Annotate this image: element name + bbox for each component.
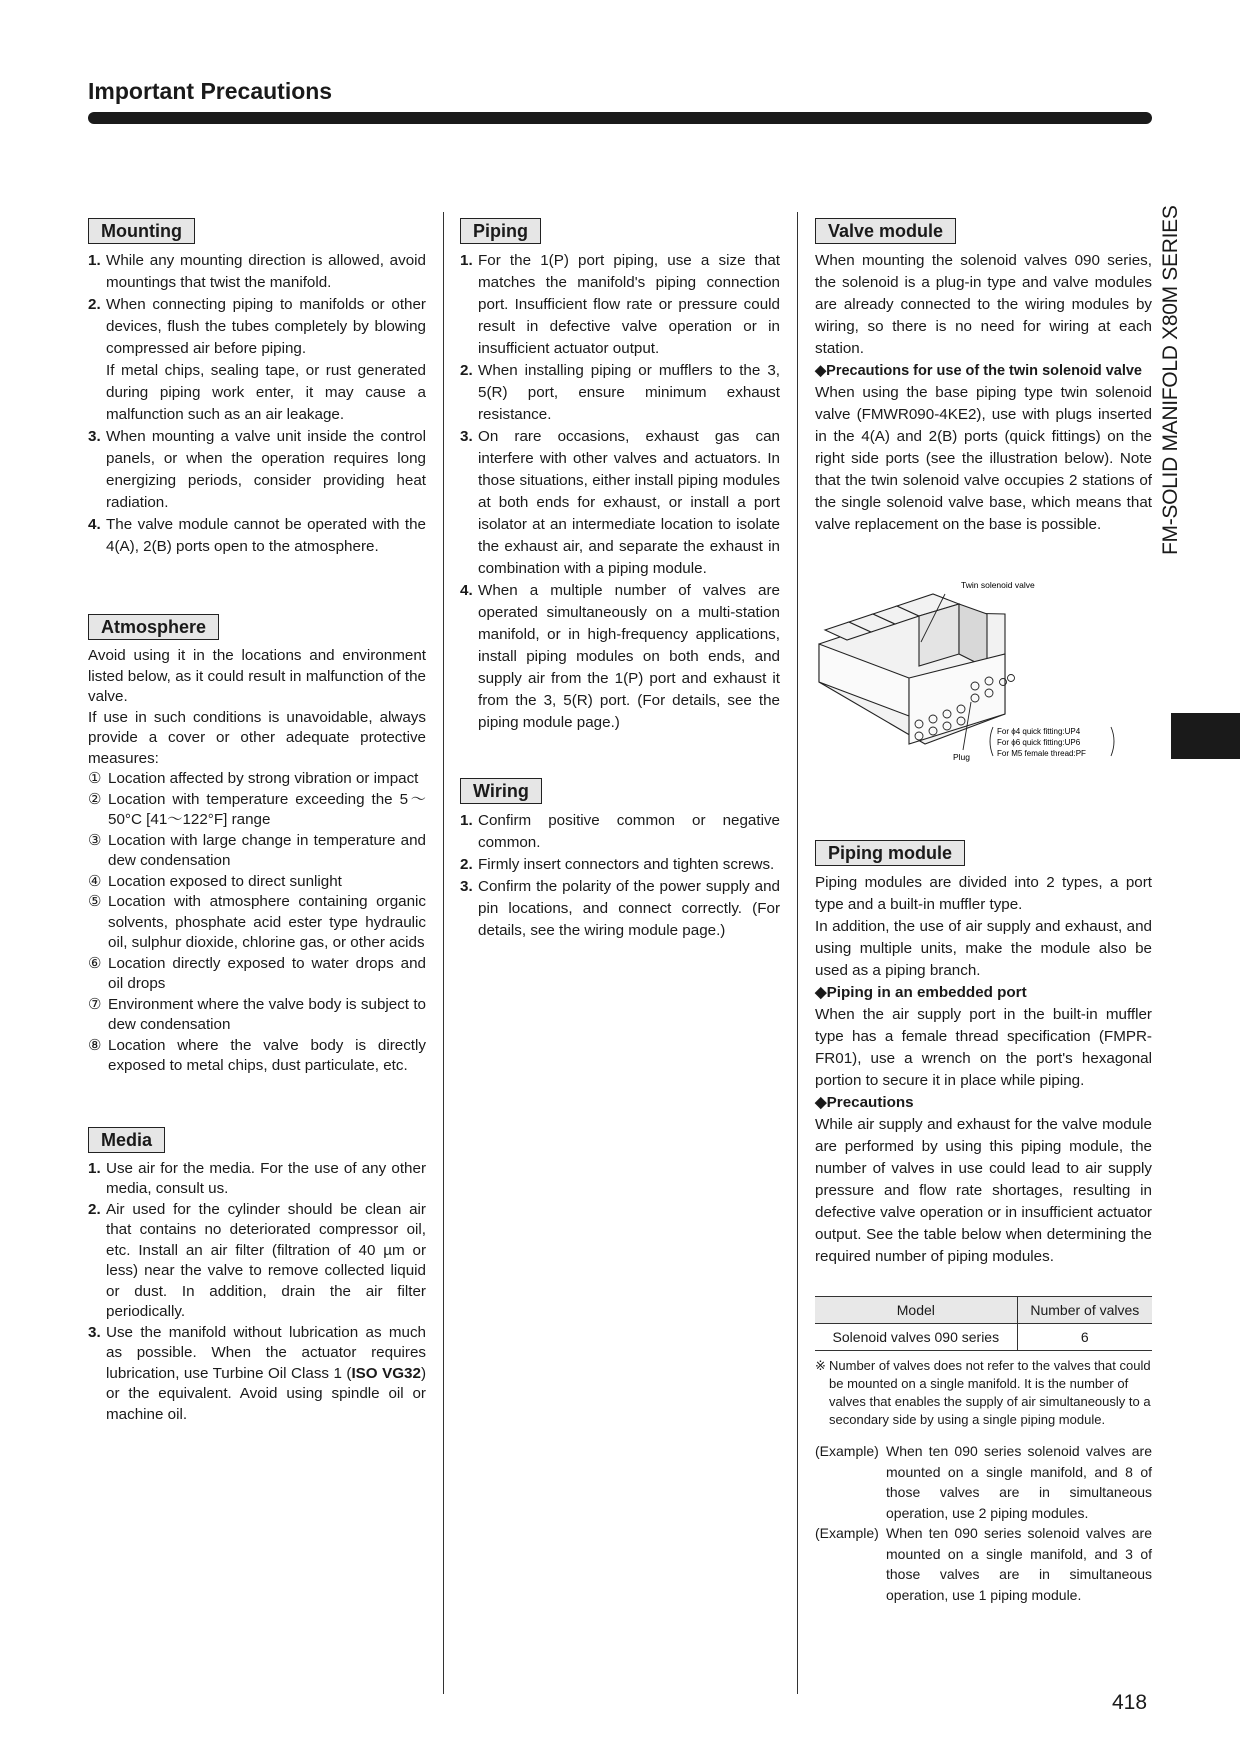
series-side-label: FM-SOLID MANIFOLD X80M SERIES: [1159, 205, 1182, 555]
list-item: 1. For the 1(P) port piping, use a size that matches the manifold's piping connection port. Insufficient flow rate or pressure could result in defective valve operation or in insufficient actuator output.: [460, 252, 780, 357]
mounting-section: [88, 218, 426, 558]
list-item: 1. Use air for the media. For the use of any other media, consult us.: [88, 1159, 426, 1197]
piping-section: [460, 218, 780, 734]
list-item: ⑧ Location where the valve body is directly exposed to metal chips, dust particulate, etc.: [88, 1036, 426, 1074]
valves-table: [815, 1296, 1152, 1351]
table-cell: 6: [1080, 1329, 1089, 1345]
valve-module-text: When using the base piping type twin solenoid valve (FMWR090-4KE2), use with plugs inserted in the 4(A) and 2(B) ports (quick fittings) on the right side ports (see the illustration below). Note that the twin solenoid valve occupies 2 stations of the single solenoid valve base, which means that valve replacement on the base is possible.: [815, 384, 1152, 533]
media-section: [88, 1127, 426, 1426]
atmosphere-section: [88, 614, 426, 1077]
table-cell: Solenoid valves 090 series: [815, 1324, 1017, 1351]
list-item: 1. While any mounting direction is allowed, avoid mountings that twist the manifold.: [88, 252, 426, 291]
piping-module-text: Piping modules are divided into 2 types, a port type and a built-in muffler type.: [815, 874, 1152, 913]
media-heading: Media: [88, 1127, 165, 1153]
diagram-label-twin: Twin solenoid valve: [961, 580, 1035, 590]
section-tab: [1171, 713, 1240, 759]
diagram-label-plug: Plug: [953, 752, 971, 762]
column-divider: [797, 212, 798, 1694]
mounting-heading: Mounting: [88, 218, 195, 244]
list-item: ④ Location exposed to direct sunlight: [88, 872, 342, 890]
table-note: ※ Number of valves does not refer to the valves that could be mounted on a single manifold. It is the number of valves that enables the supply of air simultaneously to a secondary side by using a single piping module.: [815, 1358, 1151, 1427]
atmosphere-intro: Avoid using it in the locations and environment listed below, as it could result in malfunction of the valve.: [88, 647, 426, 705]
diagram-label-up6: For ϕ6 quick fitting:UP6: [997, 738, 1081, 747]
wiring-section: [460, 778, 780, 942]
column-middle: [460, 218, 780, 998]
list-item: 3. When mounting a valve unit inside the control panels, or when the operation requires long energizing periods, consider providing heat radiation.: [88, 428, 426, 511]
page-title: Important Precautions: [88, 78, 333, 104]
list-item: 3. On rare occasions, exhaust gas can interfere with other valves and actuators. In those situations, either install piping modules at both ends for exhaust, or install a port isolator at an intermediate location to isolate the exhaust air, and separate the exhaust in combination with a piping module.: [460, 428, 780, 577]
list-item: 2. When installing piping or mufflers to the 3, 5(R) port, ensure minimum exhaust resistance.: [460, 362, 780, 423]
column-right: [815, 218, 1152, 1605]
valve-module-text: When mounting the solenoid valves 090 series, the solenoid is a plug-in type and valve modules are already connected to the wiring modules by wiring, so there is no need for wiring at each station.: [815, 252, 1152, 357]
list-item: ① Location affected by strong vibration or impact: [88, 770, 419, 787]
diagram-label-up4: For ϕ4 quick fitting:UP4: [997, 727, 1081, 736]
list-item: 2. Air used for the cylinder should be clean air that contains no deteriorated compressor oil, etc. Install an air filter (filtration of 40 µm or less) near the valve to remove collected liquid or dust. In addition, drain the air filter periodically.: [88, 1200, 426, 1320]
twin-solenoid-subheading: ◆Precautions for use of the twin solenoid valve: [815, 363, 1142, 379]
table-header-cell: Number of valves: [1030, 1302, 1140, 1318]
examples: [815, 1441, 1152, 1605]
list-item: 2. Firmly insert connectors and tighten screws.: [460, 856, 775, 873]
list-item: 3. Use the manifold without lubrication as much as possible. When the actuator requires lubrication, use Turbine Oil Class 1 (ISO VG32) or the equivalent. Avoid using spindle oil or machine oil.: [88, 1323, 426, 1423]
valve-module-section: [815, 218, 1152, 536]
list-item: 3. Confirm the polarity of the power supply and pin locations, and connect correctly. (For details, see the wiring module page.): [460, 878, 780, 939]
list-item: 1. Confirm positive common or negative common.: [460, 812, 780, 851]
embedded-port-subheading: ◆Piping in an embedded port: [815, 984, 1027, 1001]
wiring-heading: Wiring: [460, 778, 542, 804]
piping-module-text: When the air supply port in the built-in muffler type has a female thread specification (FMPR-FR01), use a wrench on the port's hexagonal portion to secure it in place while piping.: [815, 1006, 1152, 1089]
example-item: (Example) When ten 090 series solenoid valves are mounted on a single manifold, and 8 of those valves are in simultaneous operation, use 2 piping modules.: [815, 1443, 1152, 1521]
list-item: ⑤ Location with atmosphere containing organic solvents, phosphate acid ester type hydraulic oil, sulphur dioxide, chlorine gas, or other acids: [88, 893, 426, 951]
list-item: ⑦ Environment where the valve body is subject to dew condensation: [88, 995, 426, 1033]
piping-module-text: In addition, the use of air supply and exhaust, and using multiple units, make the module also be used as a piping branch.: [815, 918, 1152, 979]
atmosphere-heading: Atmosphere: [88, 614, 219, 640]
list-item: ③ Location with large change in temperature and dew condensation: [88, 831, 426, 869]
precautions-subheading: ◆Precautions: [815, 1094, 914, 1111]
column-divider: [443, 212, 444, 1694]
diagram-label-pf: For M5 female thread:PF: [997, 749, 1086, 758]
list-item: 4. The valve module cannot be operated with the 4(A), 2(B) ports open to the atmosphere.: [88, 516, 426, 555]
list-item: 4. When a multiple number of valves are operated simultaneously on a multi-station manifold, or in high-frequency applications, install piping modules on both ends, and supply air from the 1(P) port and exhaust it from the 3, 5(R) port. (For details, see the piping module page.): [460, 582, 780, 731]
piping-heading: Piping: [460, 218, 541, 244]
atmosphere-intro: If use in such conditions is unavoidable, always provide a cover or other adequate protective measures:: [88, 708, 426, 767]
piping-module-section: [815, 840, 1152, 1268]
piping-module-text: While air supply and exhaust for the valve module are performed by using this piping module, the number of valves in use could lead to air supply pressure and flow rate shortages, resulting in defective valve operation or in insufficient actuator output. See the table below when determining the required number of piping modules.: [815, 1116, 1152, 1265]
list-item: 2. When connecting piping to manifolds or other devices, flush the tubes completely by blowing compressed air before piping. If metal chips, sealing tape, or rust generated during piping work enter, it may cause a malfunction such as an air leakage.: [88, 296, 426, 423]
page-number: 418: [1112, 1691, 1148, 1714]
list-item: ⑥ Location directly exposed to water drops and oil drops: [88, 954, 426, 992]
valve-module-heading: Valve module: [815, 218, 956, 244]
twin-solenoid-diagram: [815, 574, 1135, 779]
table-header-cell: Model: [815, 1297, 1017, 1324]
column-left: [88, 218, 426, 1481]
table-row: [815, 1324, 1152, 1351]
title-rule: [88, 112, 1152, 124]
example-item: (Example) When ten 090 series solenoid valves are mounted on a single manifold, and 3 of those valves are in simultaneous operation, use 1 piping module.: [815, 1525, 1152, 1603]
table-header-row: [815, 1297, 1152, 1324]
piping-module-heading: Piping module: [815, 840, 965, 866]
list-item: ② Location with temperature exceeding the 5～50°C [41～122°F] range: [88, 790, 426, 828]
